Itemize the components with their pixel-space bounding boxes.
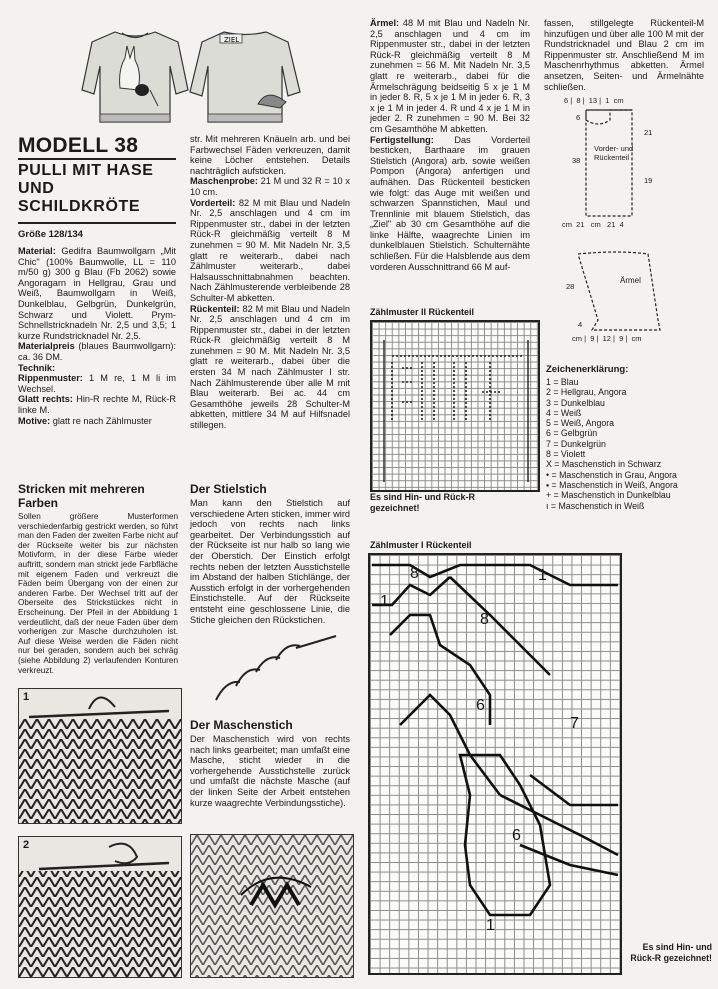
motive-label: Motive:: [18, 415, 51, 426]
instructions-col4: fassen, stillgelegte Rückenteil-M hinzufügen und über alle 100 M mit der Rundstricknadel und Blau 2 cm im Rippenmuster str. Anschließend M im Maschenrhythmus abketten. Ärmel ansetzen, Seiten- und Ärmelnähte schließen.: [544, 18, 704, 92]
chart2-note: Es sind Hin- und Rück-R gezeichnet!: [370, 492, 476, 513]
legend-item: 7 = Dunkelgrün: [546, 438, 606, 449]
ss-bot-5: cm: [631, 334, 642, 343]
legend-item: • = Maschenstich in Grau, Angora: [546, 469, 677, 480]
probe-label: Maschenprobe:: [190, 176, 258, 187]
chart1-label: 8: [410, 565, 419, 582]
fertig-text: Das Vorderteil besticken, Barthaare im grauen Stielstich (Angora) arb. sowie weißen Pompon (Angora) anfertigen und aufnähen. Das Rückenteil besticken wie folgt: das Auge mit weißen und schwarzen Spannstichen, Maul und Trennlinie mit blauem Stielstich, das „Ziel" ab 30 cm Gesamthöhe auf die linke Hälfte, waagrechte Linien im dunkelblauen Stielstich. Schulternähte schließen. Für die Halsblende aus dem vorderen Ausschnittrand 66 M auf-: [370, 134, 530, 272]
sf-right-2: 19: [644, 176, 653, 185]
rippen-label: Rippenmuster:: [18, 373, 83, 384]
sf-bot-1: cm: [562, 220, 572, 229]
material-section: [18, 246, 176, 426]
preis-label: Materialpreis: [18, 341, 75, 352]
chart1-grid: [368, 553, 622, 975]
sweater-front-illustration: [80, 28, 190, 124]
knitting-figure-2: [18, 836, 182, 978]
sf-top-5: cm: [613, 96, 624, 105]
maschenstich-text: Der Maschenstich wird von rechts nach links gearbeitet; man umfaßt eine Masche, sticht wieder in die vorhergehende Ausstichstelle zurück und umfaßt die nächste Masche (auf der linken Seite der Arbeit entstehen kurze waagrechte Verbindungsstiche).: [190, 734, 350, 808]
chart2-title: Zählmuster II Rückenteil: [370, 307, 475, 317]
col2-intro: str. Mit mehreren Knäueln arb. und bei Farbwechsel Fäden verkreuzen, damit keine Löcher entstehen. Details nachträglich aufsticken.: [190, 134, 350, 176]
rueck-text: 82 M mit Blau und Nadeln Nr. 2,5 anschlagen und 4 cm im Rippenmuster str., dabei in der letzten Rück-R gleichmäßig verteilt 8 M zunehmen = 90 M. Mit Nadeln Nr. 3,5 glatt re weiterarb., dabei über die ersten 34 M nach Zählmuster I str. Nach Zählmusterende über alle M mit Blau weiterarb. Bei ac. 44 cm Gesamthöhe jeweils 28 Schulter-M abketten, mittlere 34 M auf Hilfsnadel stillegen.: [190, 303, 350, 431]
legend-title: Zeichenerklärung:: [546, 364, 629, 375]
sf-top-4: 1: [605, 96, 610, 105]
material-label: Material:: [18, 246, 56, 256]
instructions-col3: [370, 18, 530, 272]
sf-bot-4: 21: [607, 220, 616, 229]
legend-item: 1 = Blau: [546, 377, 579, 387]
stielstich-title: Der Stielstich: [190, 482, 267, 496]
chart2-grid: [370, 320, 540, 492]
schematic-sleeve: Ärmel 28 4 cm | 9 | 12 | 9 | cm: [558, 250, 708, 345]
legend-item: ı = Maschenstich in Weiß: [546, 500, 645, 511]
stielstich-illustration: [196, 630, 346, 708]
figure-1-number: 1: [23, 691, 30, 703]
sf-left-2: 38: [572, 156, 581, 165]
aermel-label: Ärmel:: [370, 18, 400, 28]
legend-item: 4 = Weiß: [546, 407, 582, 418]
legend-item: 6 = Gelbgrün: [546, 428, 598, 439]
glatt-text: Hin-R rechte M, Rück-R linke M.: [18, 394, 176, 415]
model-number: MODELL 38: [18, 134, 139, 157]
glatt-label: Glatt rechts:: [18, 394, 73, 405]
ss-bot-3: 12: [602, 334, 611, 343]
chart1-title: Zählmuster I Rückenteil: [370, 540, 472, 550]
knitting-figure-1: [18, 688, 182, 824]
sweater-back-illustration: [188, 28, 302, 124]
sf-top-1: 6: [564, 96, 569, 105]
legend-item: 3 = Dunkelblau: [546, 397, 605, 408]
preis-text: (blaues Baumwollgarn): ca. 36 DM.: [18, 341, 176, 362]
chart1-label: 6: [512, 827, 521, 844]
maschenstich-figure: [190, 834, 354, 978]
chart1-label: 8: [480, 611, 489, 628]
legend: [546, 364, 714, 511]
chart1-label: 7: [570, 715, 579, 732]
sf-bot-2: 21: [576, 220, 585, 229]
sf-right-1: 21: [644, 128, 653, 137]
size-label: Größe 128/134: [18, 229, 83, 240]
stricken-text: Sollen größere Musterformen verschiedenfarbig gestrickt werden, so führt man den Faden der zweiten Farbe nicht auf der Rückseite weiter bis zur nächsten Motivform, in der diese Farbe wieder auftritt, sondern man strickt jede Farbfläche mit eigenem Faden und verkreuzt die Fäden beim Übergang von der einen zur anderen Farbe. Der Wechsel tritt auf der Oberseite des Strickstückes nicht in Erscheinung. Der Pfeil in der Abbildung 1 verdeutlicht, daß der neue Faden über dem vorherigen zur Masche durchzuholen ist. Auf diese Weise werden die Fäden nicht nur bei geraden, sondern auch bei schräg (siehe Abbildung 2) verlaufenden Konturen verkreuzt.: [18, 512, 178, 675]
motive-text: glatt re nach Zählmuster: [52, 415, 152, 426]
sf-left-1: 6: [576, 113, 581, 122]
probe-text: 21 M und 32 R = 10 x 10 cm.: [190, 176, 350, 197]
sf-label: Vorder- und Rückenteil: [594, 144, 634, 162]
sf-top-2: 8: [576, 96, 581, 105]
fertig-label: Fertigstellung:: [370, 134, 434, 145]
page-title: PULLI MIT HASE UND SCHILDKRÖTE: [18, 162, 154, 215]
ss-left-2: 4: [578, 320, 583, 329]
chart1-label: 6: [476, 697, 485, 714]
vorder-text: 82 M mit Blau und Nadeln Nr. 2,5 anschlagen und 4 cm im Rippenmuster str., dabei in der letzten Rück-R gleichmäßig verteilt 8 M zunehmen = 90 M. Mit Nadeln Nr. 3,5 glatt re weiterarb., dabei nach Zählmuster weiterarb., dabei Halsausschnittabnahmen beachten. Nach Zählmusterende verbleibende 28 Schulter-M abketten.: [190, 197, 350, 303]
ss-bot-1: cm: [572, 334, 582, 343]
ss-bot-4: 9: [619, 334, 624, 343]
sf-bot-3: cm: [590, 220, 601, 229]
stricken-title: Stricken mit mehreren Farben: [18, 482, 145, 510]
chart1-note: Es sind Hin- und Rück-R gezeichnet!: [630, 942, 712, 963]
stielstich-text: Man kann den Stielstich auf verschiedene Arten sticken, immer wird jedoch von rechts nach links gearbeitet. Der Verbindungsstich auf der Rückseite ist nur halb so lang wie der Oberstich. Der Einstich erfolgt rechts neben der letzten Ausstichstelle im Abstand der halben Stichlänge, der Ausstich erfolgt in der vorhergehenden Einstichstelle. Auf der Rückseite entsteht eine geschlossene Linie, die Stiche gleichen den Rückstichen.: [190, 498, 350, 625]
svg-text:ZIEL: ZIEL: [224, 36, 240, 44]
instructions-col2: [190, 134, 350, 431]
ss-label: Ärmel: [620, 276, 641, 285]
ss-left-1: 28: [566, 282, 575, 291]
technik-label: Technik:: [18, 362, 56, 373]
chart1-label: 1: [380, 593, 389, 610]
rippen-text: 1 M re, 1 M li im Wechsel.: [18, 373, 176, 394]
legend-item: 8 = Violett: [546, 449, 586, 460]
maschenstich-title: Der Maschenstich: [190, 718, 293, 732]
ss-bot-2: 9: [590, 334, 595, 343]
sf-bot-5: 4: [619, 220, 624, 229]
schematic-front: 6 | 8 | 13 | 1 cm Vorder- und Rückenteil 6 38 21 19 cm 21 cm 21 4: [562, 96, 653, 229]
chart1-label: 1: [538, 567, 547, 584]
legend-item: ▪ = Maschenstich in Weiß, Angora: [546, 479, 678, 490]
figure-2-number: 2: [23, 839, 30, 851]
legend-item: 5 = Weiß, Angora: [546, 418, 615, 429]
rueck-label: Rückenteil:: [190, 303, 240, 314]
material-text: Gedifra Baumwollgarn „Mit Chic" (100% Baumwolle, LL = 110 m/50 g) 300 g Blau (Fb 2062) sowie Angoragarn in Hellgrau, Grau und Weiß, Baumwollgarn in Weiß, Dunkelblau, Gelbgrün, Dunkelgrün, Schwarz und Violett. Prym-Schnellstricknadeln Nr. 2,5 und 3,5; 1 kurze Rundstricknadel Nr. 2,5.: [18, 246, 176, 341]
legend-item: + = Maschenstich in Dunkelblau: [546, 490, 671, 501]
aermel-text: 48 M mit Blau und Nadeln Nr. 2,5 anschlagen und 4 cm im Rippenmuster str., dabei in der letzten Rück-R gleichmäßig verteilt 8 M zunehmen = 56 M. Mit Nadeln Nr. 3,5 glatt re weiterarb., dabei für die Ärmelschrägung beidseitig 5 x je 1 M in jeder 8. R, 5 x je 1 M in jeder 6. R, 3 x je 1 M in jeder 4. R und 4 x je 1 M in jeder 2. R zunehmen = 90 M. Bei 32 cm Gesamthöhe M abketten.: [370, 18, 530, 134]
chart1-label: 1: [486, 917, 495, 934]
legend-item: 2 = Hellgrau, Angora: [546, 387, 627, 398]
legend-item: X = Maschenstich in Schwarz: [546, 459, 662, 470]
sf-top-3: 13: [588, 96, 598, 105]
vorder-label: Vorderteil:: [190, 197, 236, 208]
